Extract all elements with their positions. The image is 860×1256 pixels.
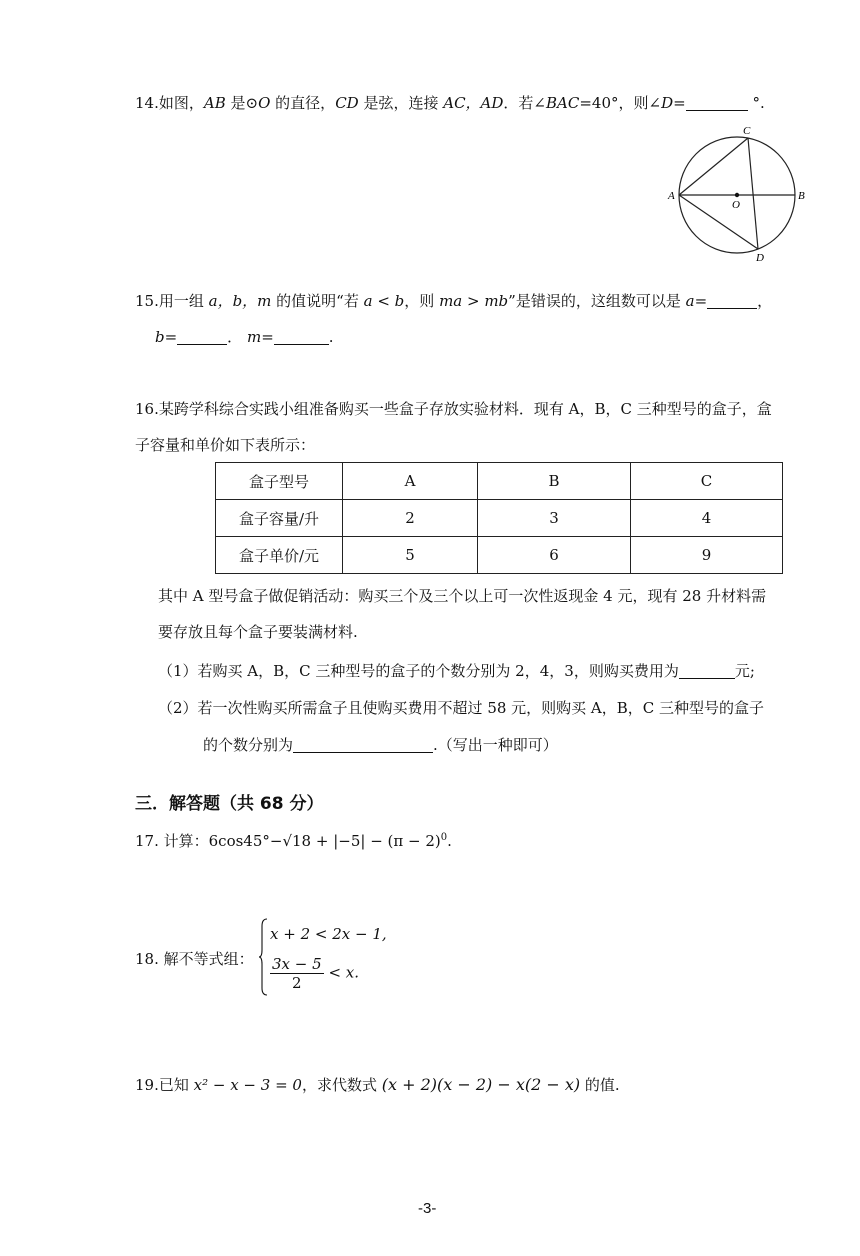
label-d: D	[756, 252, 764, 262]
circle-figure	[664, 122, 814, 262]
q15-b-blank[interactable]	[177, 329, 227, 345]
table-row	[216, 463, 783, 500]
q16-sub1-blank[interactable]	[679, 663, 735, 679]
fraction: $\frac{3x - 5}{2}$	[272, 955, 322, 992]
q16-sub2-line1: （2）若一次性购买所需盒子且使购买费用不超过 58 元，则购买 A，B，C 三种型号的盒子	[158, 699, 765, 717]
table-cell: B	[478, 463, 631, 500]
q16-line2: 子容量和单价如下表所示：	[135, 436, 316, 454]
box-table	[215, 462, 783, 574]
table-row	[216, 500, 783, 537]
label-o: O	[732, 199, 740, 211]
q16-sub1: （1）若购买 A，B，C 三种型号的盒子的个数分别为 2，4，3，则购买费用为 元;	[158, 662, 755, 680]
q16-note2: 要存放且每个盒子要装满材料.	[158, 623, 358, 641]
table-cell: 6	[478, 537, 631, 574]
table-cell: 5	[343, 537, 478, 574]
q15-line2: b= ． m= .	[155, 328, 334, 346]
table-cell: 盒子单价/元	[216, 537, 343, 574]
section-title: 三．解答题（共 68 分）	[135, 794, 324, 814]
q19: 19.已知 x² − x − 3 = 0，求代数式 (x + 2)(x − 2) − x(2 − x) 的值.	[135, 1075, 620, 1094]
segment-ad	[679, 195, 758, 249]
table-cell: 盒子型号	[216, 463, 343, 500]
q15-a-blank[interactable]	[707, 293, 757, 309]
table-cell: C	[631, 463, 783, 500]
table-cell: A	[343, 463, 478, 500]
label-b: B	[798, 190, 805, 202]
q16-sub2-blank[interactable]	[293, 737, 433, 753]
table-row	[216, 537, 783, 574]
page-number: -3-	[418, 1200, 437, 1217]
table-cell: 9	[631, 537, 783, 574]
segment-cd	[748, 138, 758, 249]
segment-ac	[679, 138, 748, 195]
table-cell: 4	[631, 500, 783, 537]
q18-ineq1: x + 2 < 2x − 1,	[270, 925, 387, 943]
q15-line1: 15.用一组 a，b，m 的值说明“若 a < b，则 ma > mb”是错误的，这组数可以是 a= ，	[135, 292, 773, 310]
q17: 17. 计算：$6\cos 45^\circ-√18 + |-5| - (\pi - 2)^0$.	[135, 832, 452, 850]
brace-icon	[258, 918, 268, 996]
q15-m-blank[interactable]	[274, 329, 329, 345]
label-a: A	[668, 190, 675, 202]
center-dot	[735, 193, 739, 197]
q18-ineq2: $\frac{3x - 5}{2}$ < x.	[272, 955, 360, 992]
table-cell: 2	[343, 500, 478, 537]
q16-line1: 16.某跨学科综合实践小组准备购买一些盒子存放实验材料．现有 A，B，C 三种型号的盒子，盒	[135, 400, 772, 418]
q14-text: 14.如图，AB 是⊙O 的直径，CD 是弦，连接 AC，AD．若∠BAC=40°，则∠D= °.	[135, 94, 765, 112]
q16-note1: 其中 A 型号盒子做促销活动：购买三个及三个以上可一次性返现金 4 元，现有 28 升材料需	[158, 587, 767, 605]
label-c: C	[743, 125, 751, 137]
table-cell: 盒子容量/升	[216, 500, 343, 537]
table-cell: 3	[478, 500, 631, 537]
q16-sub2-line2: 的个数分别为 .（写出一种即可）	[203, 736, 558, 754]
q18-label: 18. 解不等式组：	[135, 950, 254, 968]
q14-answer-blank[interactable]	[686, 95, 748, 111]
